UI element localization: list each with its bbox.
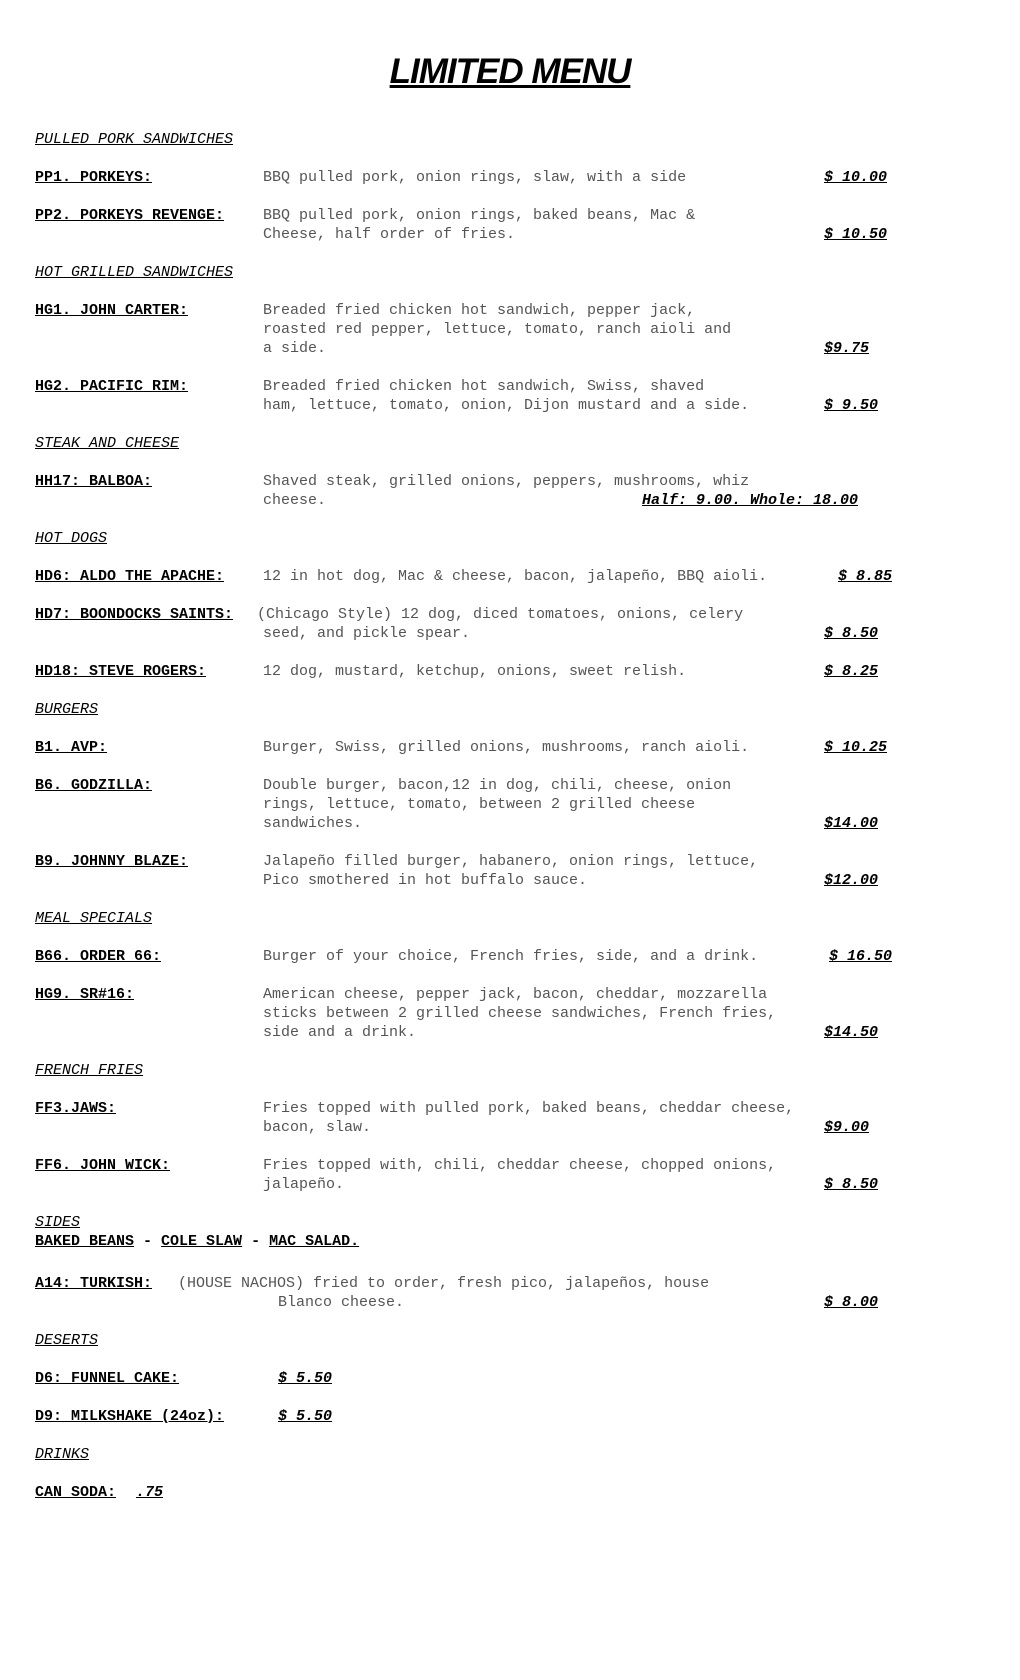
item-name-ff6: FF6. JOHN WICK: <box>35 1157 171 1174</box>
item-desc-b6-line2: rings, lettuce, tomato, between 2 grilled cheese <box>263 796 696 813</box>
item-price-hd18: $ 8.25 <box>824 663 879 680</box>
item-price-b66: $ 16.50 <box>829 948 893 965</box>
section-heading-hot-dogs: HOT DOGS <box>35 530 108 547</box>
item-desc-hd18: 12 dog, mustard, ketchup, onions, sweet relish. <box>263 663 687 680</box>
item-name-b6: B6. GODZILLA: <box>35 777 153 794</box>
item-desc-hh17-line2: cheese. <box>263 492 327 509</box>
section-heading-pulled-pork: PULLED PORK SANDWICHES <box>35 131 234 148</box>
item-price-d6: $ 5.50 <box>278 1370 333 1387</box>
item-desc-ff6-line2: jalapeño. <box>263 1176 345 1193</box>
item-price-hd7: $ 8.50 <box>824 625 879 642</box>
page-title: LIMITED MENU <box>389 52 631 91</box>
section-heading-burgers: BURGERS <box>35 701 99 718</box>
item-name-a14: A14: TURKISH: <box>35 1275 153 1292</box>
item-desc-pp1: BBQ pulled pork, onion rings, slaw, with a side <box>263 169 687 186</box>
item-name-b9: B9. JOHNNY BLAZE: <box>35 853 189 870</box>
side-cole-slaw: COLE SLAW <box>161 1233 243 1250</box>
item-price-can-soda: .75 <box>136 1484 164 1501</box>
item-desc-pp2-line1: BBQ pulled pork, onion rings, baked beans, Mac & <box>263 207 696 224</box>
item-desc-hg9-line1: American cheese, pepper jack, bacon, cheddar, mozzarella <box>263 986 768 1003</box>
item-desc-b66: Burger of your choice, French fries, side, and a drink. <box>263 948 759 965</box>
item-name-b1: B1. AVP: <box>35 739 108 756</box>
item-desc-hd7-line2: seed, and pickle spear. <box>263 625 471 642</box>
item-price-ff6: $ 8.50 <box>824 1176 879 1193</box>
item-price-hd6: $ 8.85 <box>838 568 893 585</box>
item-name-can-soda: CAN SODA: <box>35 1484 117 1501</box>
item-desc-b6-line1: Double burger, bacon,12 in dog, chili, cheese, onion <box>263 777 732 794</box>
item-desc-hg2-line2: ham, lettuce, tomato, onion, Dijon mustard and a side. <box>263 397 750 414</box>
item-desc-hg2-line1: Breaded fried chicken hot sandwich, Swiss, shaved <box>263 378 705 395</box>
item-name-b66: B66. ORDER 66: <box>35 948 162 965</box>
item-name-hd6: HD6: ALDO THE APACHE: <box>35 568 225 585</box>
item-name-hd18: HD18: STEVE ROGERS: <box>35 663 207 680</box>
item-desc-hg1-line3: a side. <box>263 340 327 357</box>
item-desc-pp2-line2: Cheese, half order of fries. <box>263 226 516 243</box>
item-name-hd7: HD7: BOONDOCKS SAINTS: <box>35 606 234 623</box>
item-desc-ff3-line2: bacon, slaw. <box>263 1119 372 1136</box>
item-price-ff3: $9.00 <box>824 1119 870 1136</box>
section-heading-french-fries: FRENCH FRIES <box>35 1062 144 1079</box>
item-price-pp1: $ 10.00 <box>824 169 888 186</box>
item-name-hg2: HG2. PACIFIC RIM: <box>35 378 189 395</box>
item-price-hg1: $9.75 <box>824 340 870 357</box>
item-name-pp2: PP2. PORKEYS REVENGE: <box>35 207 225 224</box>
item-price-pp2: $ 10.50 <box>824 226 888 243</box>
sides-separator-1: - <box>134 1233 162 1250</box>
item-desc-hh17-line1: Shaved steak, grilled onions, peppers, mushrooms, whiz <box>263 473 750 490</box>
item-desc-b9-line1: Jalapeño filled burger, habanero, onion rings, lettuce, <box>263 853 759 870</box>
item-price-hh17: Half: 9.00. Whole: 18.00 <box>642 492 859 509</box>
item-price-hg2: $ 9.50 <box>824 397 879 414</box>
item-desc-a14-line1: (HOUSE NACHOS) fried to order, fresh pico, jalapeños, house <box>178 1275 710 1292</box>
item-name-d9: D9: MILKSHAKE (24oz): <box>35 1408 225 1425</box>
item-price-b1: $ 10.25 <box>824 739 888 756</box>
section-heading-hot-grilled: HOT GRILLED SANDWICHES <box>35 264 234 281</box>
item-desc-hg9-line3: side and a drink. <box>263 1024 417 1041</box>
item-desc-hg1-line1: Breaded fried chicken hot sandwich, pepper jack, <box>263 302 696 319</box>
section-heading-drinks: DRINKS <box>35 1446 90 1463</box>
item-desc-hg1-line2: roasted red pepper, lettuce, tomato, ranch aioli and <box>263 321 732 338</box>
item-desc-ff6-line1: Fries topped with, chili, cheddar cheese, chopped onions, <box>263 1157 777 1174</box>
item-desc-b9-line2: Pico smothered in hot buffalo sauce. <box>263 872 588 889</box>
side-mac-salad: MAC SALAD. <box>269 1233 360 1250</box>
item-price-b9: $12.00 <box>824 872 879 889</box>
sides-separator-2: - <box>242 1233 270 1250</box>
item-price-b6: $14.00 <box>824 815 879 832</box>
section-heading-deserts: DESERTS <box>35 1332 99 1349</box>
item-desc-ff3-line1: Fries topped with pulled pork, baked beans, cheddar cheese, <box>263 1100 795 1117</box>
item-name-hh17: HH17: BALBOA: <box>35 473 153 490</box>
item-name-d6: D6: FUNNEL CAKE: <box>35 1370 180 1387</box>
section-heading-sides: SIDES <box>35 1214 81 1231</box>
item-desc-hg9-line2: sticks between 2 grilled cheese sandwiches, French fries, <box>263 1005 777 1022</box>
item-name-pp1: PP1. PORKEYS: <box>35 169 153 186</box>
side-baked-beans: BAKED BEANS <box>35 1233 135 1250</box>
item-desc-b1: Burger, Swiss, grilled onions, mushrooms, ranch aioli. <box>263 739 750 756</box>
sides-list <box>35 1232 359 1251</box>
item-price-hg9: $14.50 <box>824 1024 879 1041</box>
section-heading-meal-specials: MEAL SPECIALS <box>35 910 153 927</box>
item-desc-hd7-line1: (Chicago Style) 12 dog, diced tomatoes, onions, celery <box>257 606 744 623</box>
item-name-hg9: HG9. SR#16: <box>35 986 135 1003</box>
item-desc-b6-line3: sandwiches. <box>263 815 363 832</box>
item-name-hg1: HG1. JOHN CARTER: <box>35 302 189 319</box>
item-desc-a14-line2: Blanco cheese. <box>278 1294 405 1311</box>
item-desc-hd6: 12 in hot dog, Mac & cheese, bacon, jalapeño, BBQ aioli. <box>263 568 768 585</box>
section-heading-steak: STEAK AND CHEESE <box>35 435 180 452</box>
item-price-d9: $ 5.50 <box>278 1408 333 1425</box>
item-name-ff3: FF3.JAWS: <box>35 1100 117 1117</box>
item-price-a14: $ 8.00 <box>824 1294 879 1311</box>
